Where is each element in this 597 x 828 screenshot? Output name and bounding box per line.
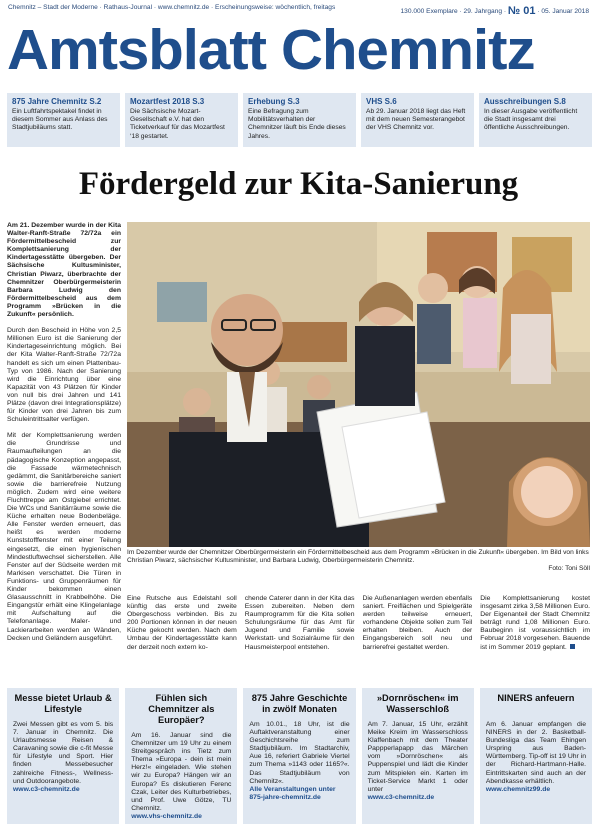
event-title: 875 Jahre Geschichte in zwölf Monaten [251, 693, 348, 714]
teaser-box[interactable] [243, 93, 356, 147]
article-column: chende Caterer dann in der Kita das Essen zubereiten. Neben dem Raumprogramm für die Kita sollen Schulungsräume für das Amt für Jugend und Familie sowie Werkstatt- und Sozialräume für den Hausmeisterpool entstehen. [244, 595, 355, 651]
teaser-title: Erhebung S.3 [248, 97, 300, 106]
article-paragraph: Durch den Bescheid in Höhe von 2,5 Millionen Euro ist die Sanierung der Kindertageseinrichtung möglich. Bei der Kita Walter-Ranft-Straße 72/72a handelt es sich um einen Plattenbau-Typ von 1986. Nach der Sanierung wird die Einrichtung über eine Kapazität von 43 Plätzen für Kinder von null bis drei Jahren und 141 Plätze (davon drei Integrationsplätze) für Kinder von drei Jahren bis zum Schuleintrittsalter verfügen. [7, 327, 121, 424]
event-text: Zwei Messen gibt es vom 5. bis 7. Januar in Chemnitz. Die Urlaubsmesse Reisen & Caravaning sowie die c-fit Messe für Lifestyle und Sport. Hier finden Messebesucher zahlreiche Fitness-, Wellness- und Outdoorangebote. [13, 721, 114, 785]
article-column-text: Die Komplettsanierung kostet insgesamt zirka 3,58 Millionen Euro. Der Eigenanteil der Stadt Chemnitz beträgt rund 1,08 Millionen Euro. Baubeginn ist voraussichtlich im Februar 2018 vorgesehen. Bauende ist im Sommer 2019 geplant. [480, 595, 590, 651]
event-text: Am 16. Januar sind die Chemnitzer um 19 Uhr zu einem Streitgespräch ins Tietz zum Thema »Europa - dein ist mein Herz!« eingeladen. Wie stehen wir zu Europa? Hängen wir an Europa? Es diskutieren Ferenc Czak, Leiter des Kulturbetriebes, und Prof. Uwe Götze, TU Chemnitz. [131, 732, 232, 812]
teaser-title: Ausschreibungen S.8 [484, 97, 566, 106]
edition-info: 130.000 Exemplare · 29. Jahrgang · [400, 8, 508, 15]
event-box [243, 688, 355, 824]
article-column-last [480, 595, 590, 671]
article-columns [127, 595, 590, 671]
teaser-text: Ein Luftfahrtspektakel findet in diesem Sommer aus Anlass des Stadtjubiläums statt. [12, 108, 108, 132]
issue-number: № 01 [507, 5, 536, 17]
event-link[interactable]: www.c3-chemnitz.de [367, 793, 435, 801]
top-info-right [401, 4, 590, 16]
article-column: Eine Rutsche aus Edelstahl soll künftig das erste und zweite Obergeschoss verbinden. Bis zu 200 Portionen können in der neuen Küche gekocht werden. Nach dem Umbau der Kindertagesstätte kann der derzeit noch extern ko- [127, 595, 237, 651]
event-title: NINERS anfeuern [497, 693, 575, 703]
photo-illustration [127, 222, 590, 547]
article-left-column [7, 222, 121, 682]
top-info-line [8, 4, 589, 16]
teaser-title: VHS S.6 [366, 97, 397, 106]
photo-credit: Foto: Toni Söll [548, 565, 590, 572]
top-info-left: Chemnitz – Stadt der Moderne · Rathaus-Journal · www.chemnitz.de · Erscheinungsweise: wöchentlich, freitags [8, 4, 336, 11]
event-title: Fühlen sich Chemnitzer als Europäer? [148, 693, 215, 725]
teaser-title: 875 Jahre Chemnitz S.2 [12, 97, 102, 106]
article-paragraph: Mit der Komplettsanierung werden die Grundrisse und Raumaufteilungen an die pädagogische Konzeption angepasst, die Fassade wärmetechnisch gedämmt, die Sanitärbereiche saniert sowie die barrierefreie Nutzung möglich. Zudem wird eine weitere Fluchttreppe am Ostgiebel errichtet. Die WCs und Sanitärräume sowie die Küche erhalten neue Bodenbeläge. Alle Fenster werden erneuert, das heißt es werden moderne Kunststofffenster mit einer Teilung eingesetzt, die einen hygienischen Mindestluftwechsel sicherstellen. Alle Fenster auf der Südseite werden mit Markisen verschattet. Die Türen in Funktions- und Gruppenräumen für Kinder bekommen einen Glasausschnitt in Krabbelhöhe. Die Eingangstür erhält eine Klingelanlage mit Aufschaltung auf die Telefonanlage. Maler- und Lackierarbeiten werden an Wänden, Decken und Geländern ausgeführt. [7, 432, 121, 642]
event-link[interactable]: www.vhs-chemnitz.de [131, 812, 202, 820]
issue-date: · 05. Januar 2018 [535, 8, 589, 15]
bottom-teaser-bar [7, 688, 592, 824]
teaser-box[interactable] [479, 93, 592, 147]
teaser-box[interactable] [361, 93, 474, 147]
newspaper-title: Amtsblatt Chemnitz [7, 18, 535, 82]
event-box [362, 688, 474, 824]
teaser-text: Eine Befragung zum Mobilitätsverhalten der Chemnitzer läuft bis Ende dieses Jahres. [248, 108, 346, 140]
caption-text: Im Dezember wurde der Chemnitzer Oberbürgermeisterin ein Fördermittelbescheid aus dem Programm »Brücken in die Zukunft« übergeben. Im Bild von links Christian Piwarz, sächsischer Kultusminister, und Barbara Ludwig, Oberbürgermeisterin Chemnitz. [127, 549, 589, 564]
event-text: Am 7. Januar, 15 Uhr, erzählt Meike Kreim im Wasserschloss Klaffenbach mit dem Theater Pappperlapapp das Märchen vom »Dornröschen« als Puppenspiel und lädt die Kinder zum Mitspielen ein. Karten im Ticket-Service Markt 1 oder unter [367, 721, 468, 793]
event-box [480, 688, 592, 824]
event-text: Am 6. Januar empfangen die NINERS in der 2. Basketball-Bundesliga das Team Ehingen Urspring aus Baden-Württemberg. Tip-off ist 19 Uhr in der Richard-Hartmann-Halle. Eintrittskarten sind auch an der Abendkasse erhältlich. [485, 721, 587, 785]
event-text: Am 10.01., 18 Uhr, ist die Auftaktveranstaltung einer Geschichtsreihe zum Stadtjubiläum. Im Stadtarchiv, Aue 16, referiert Gabriele Viertel zum Thema »1143 oder 1165?«. Das Stadtjubiläum von Chemnitz«. [249, 721, 350, 785]
event-title: Messe bietet Urlaub & Lifestyle [14, 693, 112, 714]
article-photo [127, 222, 590, 547]
photo-caption [127, 549, 590, 573]
article-end-mark-icon [570, 644, 575, 649]
event-link[interactable]: www.c3-chemnitz.de [13, 785, 80, 793]
main-headline: Fördergeld zur Kita-Sanierung [78, 166, 519, 202]
event-link[interactable]: Alle Veranstaltungen unter 875-jahre-chemnitz.de [249, 785, 336, 801]
event-box [7, 688, 119, 824]
article-lead: Am 21. Dezember wurde in der Kita Walter-Ranft-Straße 72/72a ein Fördermittelbescheid zur Komplettsanierung der Kindertagesstätte übergeben. Der Sächsische Kultusminister, Christian Piwarz, überbrachte der Chemnitzer Oberbürgermeisterin Barbara Ludwig den Fördermittelbescheid aus dem Programm »Brücken in die Zukunft« persönlich. [7, 222, 121, 319]
teaser-bar [7, 93, 592, 147]
event-box [125, 688, 237, 824]
masthead [7, 17, 592, 83]
event-title: »Dornröschen« im Wasserschloß [376, 693, 459, 714]
teaser-box[interactable] [125, 93, 238, 147]
teaser-title: Mozartfest 2018 S.3 [130, 97, 205, 106]
event-link[interactable]: www.chemnitz99.de [485, 785, 551, 793]
teaser-text: Ab 29. Januar 2018 liegt das Heft mit dem neuen Semesterangebot der VHS Chemnitz vor. [366, 108, 466, 132]
article-column: Die Außenanlagen werden ebenfalls saniert. Freiflächen und Spielgeräte werden teilweise erneuert, vorhandene Objekte sollen zum Teil erhalten bleiben. Auch der Eingangsbereich soll neu und barrierefrei gestaltet werden. [362, 595, 473, 651]
teaser-text: Die Sächsische Mozart-Gesellschaft e.V. hat den Ticketverkauf für das Mozartfest ‘18 gestartet. [130, 108, 225, 140]
teaser-box[interactable] [7, 93, 120, 147]
teaser-text: In dieser Ausgabe veröffentlicht die Stadt insgesamt drei öffentliche Ausschreibungen. [484, 108, 578, 132]
